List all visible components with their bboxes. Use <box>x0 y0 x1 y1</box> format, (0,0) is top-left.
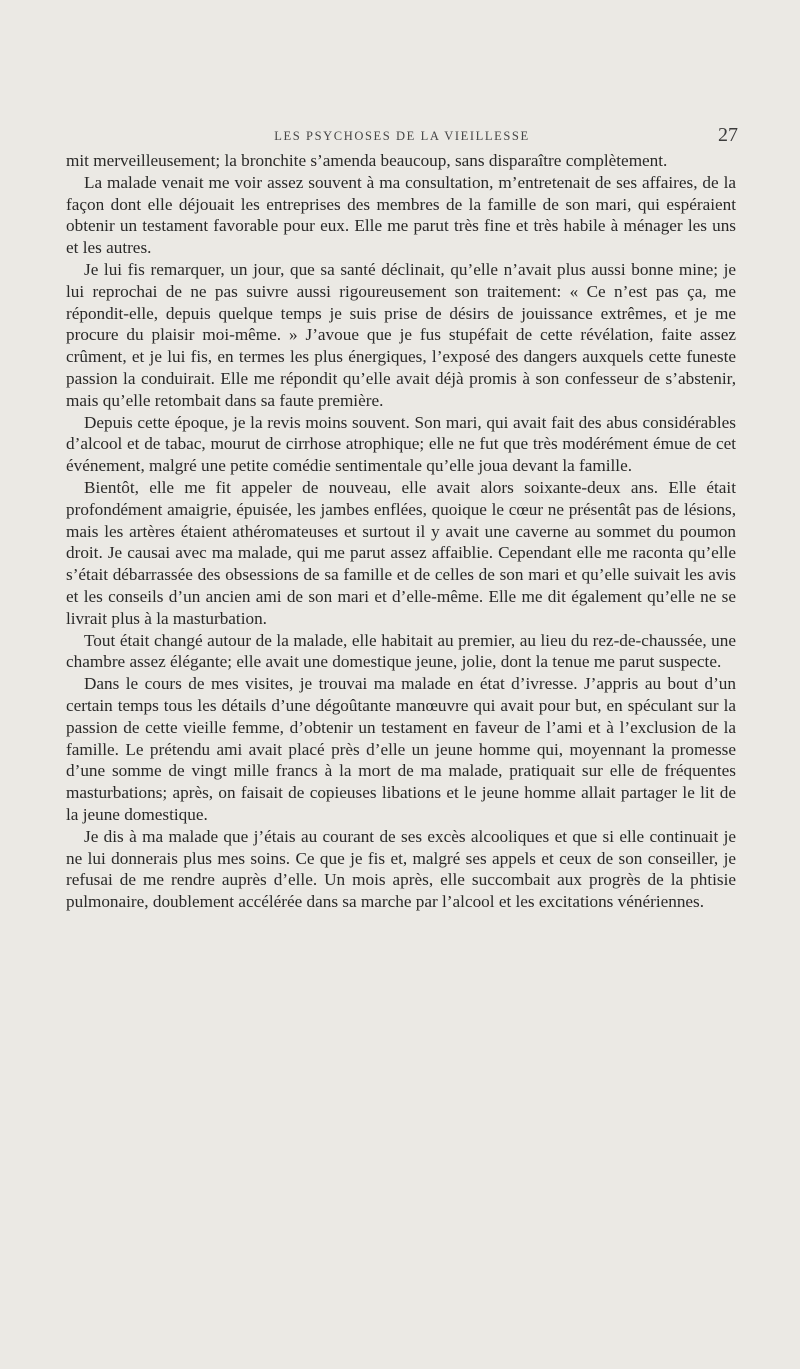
body-text <box>66 150 736 913</box>
paragraph: Je lui fis remarquer, un jour, que sa santé déclinait, qu’elle n’avait plus aussi bonne mine; je lui reprochai de ne pas suivre aussi rigoureusement son traitement: « Ce n’est pas ça, me répondit-elle, depuis quelque temps je suis prise de désirs de jouissance extrêmes, et je me procure du plaisir moi-même. » J’avoue que je fus stupéfait de cette révélation, faite assez crûment, et je lui fis, en termes les plus énergiques, l’exposé des dangers auxquels cette funeste passion la conduirait. Elle me répondit qu’elle avait déjà promis à son confesseur de s’abstenir, mais qu’elle retombait dans sa faute première. <box>66 259 736 410</box>
paragraph: Tout était changé autour de la malade, elle habitait au premier, au lieu du rez-de-chaussée, une chambre assez élégante; elle avait une domestique jeune, jolie, dont la tenue me parut suspecte. <box>66 630 736 672</box>
paragraph: Dans le cours de mes visites, je trouvai ma malade en état d’ivresse. J’appris au bout d’un certain temps tous les détails d’une dégoûtante manœuvre qui avait pour but, en spéculant sur la passion de cette vieille femme, d’obtenir un testament en faveur de l’ami et à l’exclusion de la famille. Le prétendu ami avait placé près d’elle un jeune homme qui, moyennant la promesse d’une somme de vingt mille francs à la mort de ma malade, pratiquait sur elle de fréquentes masturbations; après, on faisait de copieuses libations et le jeune homme allait partager le lit de la jeune domestique. <box>66 674 736 824</box>
running-head: LES PSYCHOSES DE LA VIEILLESSE <box>274 129 530 143</box>
page-number: 27 <box>718 124 738 146</box>
paragraph: mit merveilleusement; la bronchite s’amenda beaucoup, sans disparaître complètement. <box>66 151 668 170</box>
paragraph: Bientôt, elle me fit appeler de nouveau, elle avait alors soixante-deux ans. Elle était profondément amaigrie, épuisée, les jambes enflées, quoique le cœur ne présentât pas de lésions, mais les artères étaient athéromateuses et surtout il y avait une caverne au sommet du poumon droit. Je causai avec ma malade, qui me parut assez affaiblie. Cependant elle me raconta qu’elle s’était débarrassée des obsessions de sa famille et de celles de son mari et qu’elle suivait les avis et les conseils d’un ancien ami de son mari et d’elle-même. Elle me dit également qu’elle ne se livrait plus à la masturbation. <box>66 477 736 628</box>
paragraph: Je dis à ma malade que j’étais au courant de ses excès alcooliques et que si elle continuait je ne lui donnerais plus mes soins. Ce que je fis et, malgré ses appels et ceux de son conseiller, je refusai de me rendre auprès d’elle. Un mois après, elle succombait aux progrès de la phtisie pulmonaire, doublement accélérée dans sa marche par l’alcool et les excitations vénériennes. <box>66 826 736 912</box>
page-header <box>66 126 738 146</box>
paragraph: La malade venait me voir assez souvent à ma consultation, m’entretenait de ses affaires, de la façon dont elle déjouait les entreprises des membres de la famille de son mari, qui espéraient obtenir un testament favorable pour eux. Elle me parut très fine et très habile à ménager les uns et les autres. <box>66 172 736 258</box>
paragraph: Depuis cette époque, je la revis moins souvent. Son mari, qui avait fait des abus considérables d’alcool et de tabac, mourut de cirrhose atrophique; elle ne fut que très modérément émue de cet événement, malgré une petite comédie sentimentale qu’elle joua devant la famille. <box>66 412 736 476</box>
